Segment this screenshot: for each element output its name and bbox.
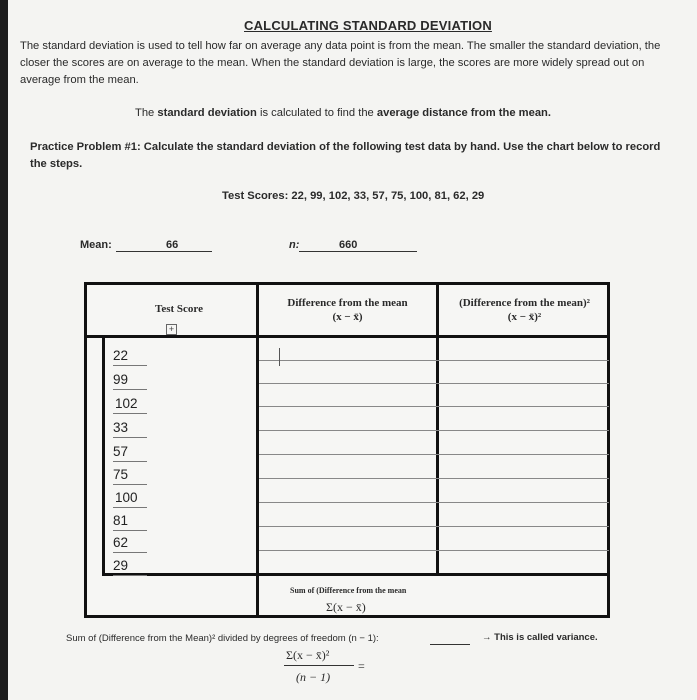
header-difference: Difference from the mean (x − x̄) <box>287 297 408 323</box>
table-row-line <box>259 550 609 551</box>
score-underline <box>113 484 147 485</box>
mean-blank-line <box>116 251 212 252</box>
table-row-line <box>259 526 609 527</box>
header-difference-squared: (Difference from the mean)² (x − x̄)² <box>459 297 590 323</box>
formula-equals: = <box>358 659 365 673</box>
score-value: 100 <box>115 490 138 505</box>
score-value: 99 <box>113 372 129 387</box>
n-value: 660 <box>339 239 358 251</box>
score-value: 57 <box>113 444 129 459</box>
intro-paragraph: The standard deviation is used to tell how far on average any data point is from the mean. The smaller the standard deviation, the closer the scores are on average to the mean. When the standard deviation is large, the scores are more widely spread out on average from the mean. <box>20 40 661 86</box>
sum-symbol: Σ(x − x̄) <box>326 600 366 614</box>
text-cursor <box>279 348 280 366</box>
table-divider <box>436 282 439 574</box>
page-title: CALCULATING STANDARD DEVIATION <box>244 18 492 33</box>
formula-numerator: Σ(x − x̄)² <box>286 648 330 662</box>
fraction-bar <box>284 665 354 666</box>
n-label: n: <box>289 239 300 251</box>
table-row-line <box>259 478 609 479</box>
score-underline <box>113 365 147 366</box>
score-underline <box>113 413 147 414</box>
table-row-line <box>259 454 609 455</box>
score-value: 29 <box>113 558 129 573</box>
score-value: 62 <box>113 535 129 550</box>
deviation-table <box>84 282 610 618</box>
table-row-line <box>259 406 609 407</box>
table-divider <box>84 335 610 338</box>
definition-line: The standard deviation is calculated to find the average distance from the mean. <box>135 107 551 119</box>
table-row-line <box>259 360 609 361</box>
table-row-line <box>259 383 609 384</box>
score-value: 33 <box>113 420 129 435</box>
score-value: 75 <box>113 467 129 482</box>
header-test-score: Test Score <box>155 303 203 315</box>
variance-instruction: Sum of (Difference from the Mean)² divided by degrees of freedom (n − 1): <box>66 633 379 644</box>
practice-problem: Practice Problem #1: Calculate the standard deviation of the following test data by hand. Use the chart below to record the steps. <box>30 141 661 170</box>
score-underline <box>113 389 147 390</box>
score-underline <box>113 461 147 462</box>
table-divider <box>256 282 259 618</box>
mean-label: Mean: <box>80 239 112 251</box>
n-blank-line <box>299 251 417 252</box>
score-underline <box>113 437 147 438</box>
table-row-line <box>259 430 609 431</box>
test-scores-label: Test Scores: 22, 99, 102, 33, 57, 75, 100, 81, 62, 29 <box>222 190 485 202</box>
score-value: 102 <box>115 396 138 411</box>
formula-denominator: (n − 1) <box>296 670 331 684</box>
plus-icon: + <box>166 324 177 335</box>
table-divider <box>102 573 610 576</box>
score-underline <box>113 530 147 531</box>
sum-label: Sum of (Difference from the mean <box>290 586 407 595</box>
score-underline <box>113 575 147 576</box>
score-value: 81 <box>113 513 129 528</box>
variance-blank-line <box>430 644 470 645</box>
score-value: 22 <box>113 348 129 363</box>
mean-value: 66 <box>166 239 179 251</box>
score-underline <box>113 552 147 553</box>
score-underline <box>113 507 147 508</box>
table-row-line <box>259 502 609 503</box>
variance-note: → This is called variance. <box>482 632 598 643</box>
table-divider <box>102 336 105 576</box>
